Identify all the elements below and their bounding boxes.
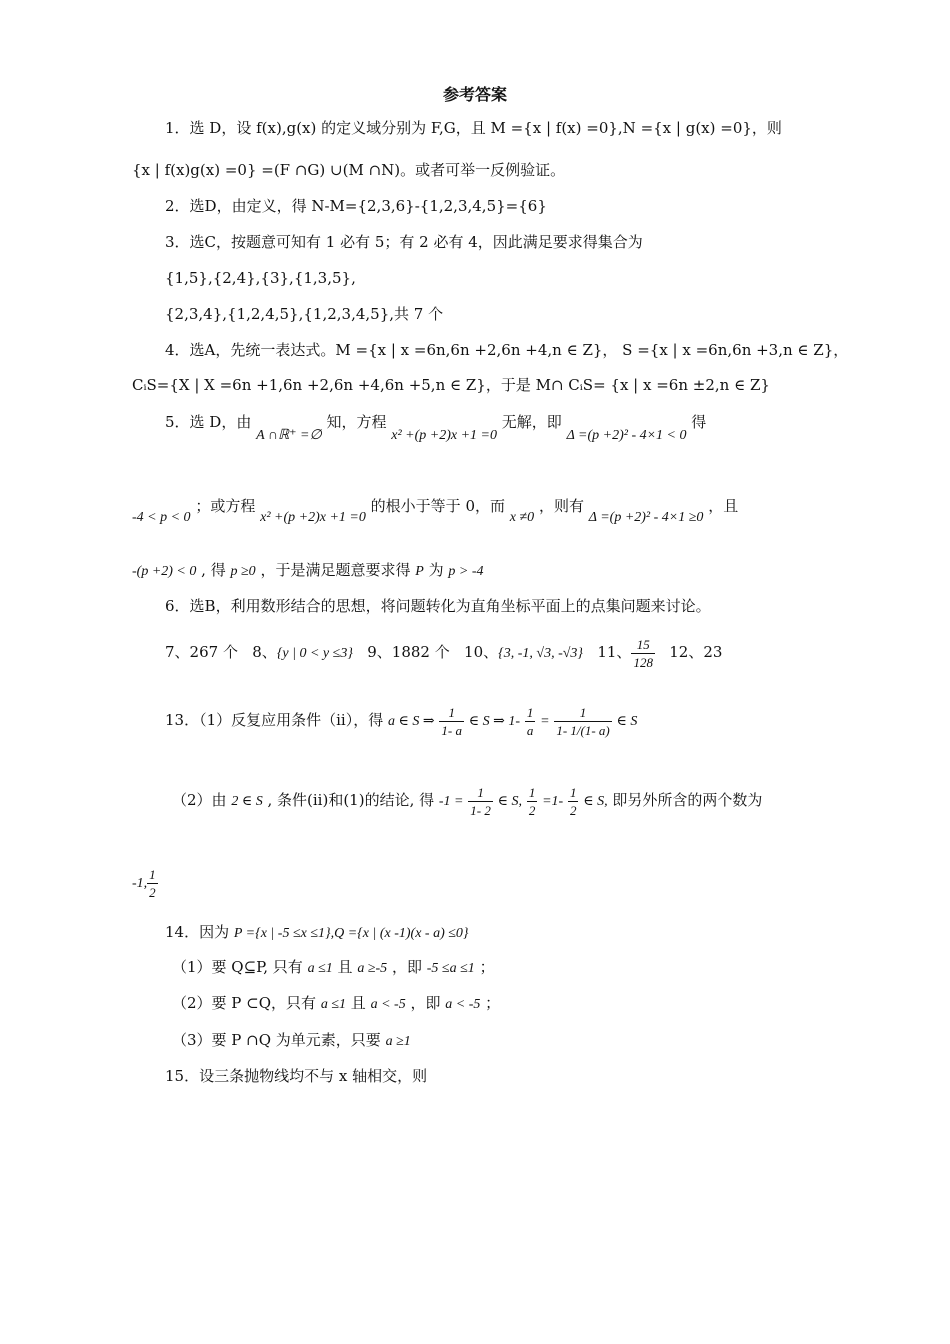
fraction-denominator: 1- 1/(1- a) — [556, 722, 610, 738]
math-expression: a ≥-5 — [357, 961, 388, 976]
text-segment: 5．选 D，由 — [165, 413, 252, 431]
answer-13-part-2-result — [132, 862, 158, 904]
math-expression: a ≤1 — [307, 961, 333, 976]
answer-11-label: 11、 — [597, 643, 632, 661]
text-segment: ，即 — [410, 994, 441, 1012]
answer-13-part-1 — [165, 700, 637, 742]
fraction-numerator: 1 — [579, 704, 587, 720]
math-expression: ∈ S — [616, 714, 638, 729]
math-expression: a ∈ S ⇒ — [388, 714, 435, 729]
fraction — [525, 704, 536, 739]
math-expression: -5 ≤a ≤1 — [426, 961, 475, 976]
answer-14-part-1 — [172, 957, 495, 979]
fraction-denominator: a — [526, 722, 534, 738]
answer-4-line-2: CᵢS={X | X =6n +1,6n +2,6n +4,6n +5,n ∈ Z}，于是 M∩ CᵢS= {x | x =6n ±2,n ∈ Z} — [132, 376, 770, 394]
fraction-numerator: 1 — [569, 784, 577, 800]
answer-14-line-1 — [165, 922, 469, 944]
math-expression: -1 = — [438, 794, 464, 809]
fraction — [468, 784, 493, 819]
text-segment: ，即 — [391, 958, 422, 976]
answer-8-label: 8、 — [252, 643, 277, 661]
math-expression: a ≤1 — [320, 997, 347, 1012]
text-segment: ，且 — [708, 497, 739, 515]
answer-7: 7、267 个 — [165, 643, 238, 661]
math-expression: = — [540, 714, 550, 729]
text-segment: （2）由 — [172, 791, 227, 809]
text-segment: 得 — [691, 413, 707, 431]
math-expression: A ∩ℝ⁺ =∅ — [256, 428, 322, 443]
math-expression: =1- — [542, 794, 564, 809]
fraction — [147, 866, 158, 901]
text-segment: （2）要 P ⊂Q，只有 — [172, 994, 317, 1012]
answer-10-label: 10、 — [464, 643, 499, 661]
fraction — [568, 784, 579, 819]
text-segment: 13．（1）反复应用条件（ii），得 — [165, 711, 384, 729]
answer-9: 9、1882 个 — [367, 643, 450, 661]
math-expression: -(p +2) < 0 — [132, 564, 197, 579]
math-expression: a < -5 — [370, 997, 406, 1012]
fraction — [439, 704, 464, 739]
fraction-numerator: 1 — [528, 784, 536, 800]
answer-1-line-2: {x | f(x)g(x) =0} =(F ∩G) ∪(M ∩N)。或者可举一反例验证。 — [132, 161, 566, 179]
math-expression: ∈ S ⇒ 1- — [468, 714, 521, 729]
text-segment: ；或方程 — [195, 497, 256, 515]
answer-14-part-3 — [172, 1030, 411, 1052]
answer-4-line-1: 4．选A，先统一表达式。M ={x | x =6n,6n +2,6n +4,n ∈ Z}， S ={x | x =6n,6n +3,n ∈ Z}， — [165, 341, 849, 359]
fraction-numerator: 1 — [149, 866, 156, 882]
text-segment: ； — [479, 958, 495, 976]
text-segment: 即另外所含的两个数为 — [612, 791, 763, 809]
math-expression: p ≥0 — [230, 564, 256, 579]
answer-3-line-3: {2,3,4},{1,2,4,5},{1,2,3,4,5},共 7 个 — [165, 305, 444, 323]
math-expression: x² +(p +2)x +1 =0 — [260, 510, 366, 525]
answer-5-line-2 — [132, 496, 739, 525]
text-segment: 的根小于等于 0，而 — [370, 497, 505, 515]
fraction-numerator: 15 — [636, 636, 650, 652]
fraction-denominator: 2 — [149, 884, 156, 900]
text-segment: （1）要 Q⊆P, 只有 — [172, 958, 303, 976]
math-expression: -1, — [132, 876, 148, 891]
answers-7-12 — [165, 634, 722, 672]
text-segment: 无解，即 — [501, 413, 562, 431]
math-expression: Δ =(p +2)² - 4×1 < 0 — [566, 428, 687, 443]
fraction-denominator: 2 — [569, 802, 577, 818]
math-expression: P — [415, 564, 424, 579]
math-expression: Δ =(p +2)² - 4×1 ≥0 — [588, 510, 704, 525]
fraction-numerator: 1 — [477, 784, 484, 800]
fraction-denominator: 128 — [633, 654, 653, 670]
math-expression: -4 < p < 0 — [132, 510, 191, 525]
fraction-numerator: 1 — [526, 704, 534, 720]
text-segment: ； — [485, 994, 501, 1012]
fraction-denominator: 1- 2 — [470, 802, 491, 818]
math-expression: P ={x | -5 ≤x ≤1},Q ={x | (x -1)(x - a) ≤0} — [233, 926, 469, 941]
fraction-numerator: 1 — [448, 704, 455, 720]
math-expression: a ≥1 — [385, 1034, 411, 1049]
math-expression: a < -5 — [445, 997, 481, 1012]
answer-10-math: {3, -1, √3, -√3} — [498, 646, 584, 661]
math-expression: x² +(p +2)x +1 =0 — [391, 428, 497, 443]
answer-3-line-1: 3．选C，按题意可知有 1 必有 5；有 2 必有 4，因此满足要求得集合为 — [165, 233, 643, 251]
text-segment: , 条件(ii)和(1)的结论, 得 — [267, 791, 435, 809]
answer-11-fraction — [631, 636, 655, 671]
math-expression: p > -4 — [448, 564, 484, 579]
page-title: 参考答案 — [442, 85, 507, 104]
answer-5-line-1 — [165, 412, 707, 443]
text-segment: 为 — [428, 561, 444, 579]
text-segment: ，则有 — [538, 497, 584, 515]
text-segment: 14．因为 — [165, 923, 230, 941]
answer-2: 2．选D，由定义，得 N-M={2,3,6}-{1,2,3,4,5}={6} — [165, 197, 547, 215]
fraction-denominator: 1- a — [441, 722, 462, 738]
fraction — [527, 784, 538, 819]
text-segment: 且 — [350, 994, 366, 1012]
answer-5-line-3 — [132, 560, 484, 582]
answer-14-part-2 — [172, 993, 500, 1015]
answer-13-part-2 — [172, 780, 762, 822]
answer-15: 15．设三条抛物线均不与 x 轴相交，则 — [165, 1067, 428, 1085]
math-expression: ∈ S, — [583, 794, 608, 809]
math-expression: ∈ S, — [497, 794, 523, 809]
math-expression: x ≠0 — [509, 510, 535, 525]
answer-3-line-2: {1,5},{2,4},{3},{1,3,5}, — [165, 269, 356, 287]
text-segment: ，于是满足题意要求得 — [260, 561, 411, 579]
answer-6: 6．选B，利用数形结合的思想，将问题转化为直角坐标平面上的点集问题来讨论。 — [165, 597, 711, 615]
answer-8-math: {y | 0 < y ≤3} — [276, 646, 353, 661]
math-expression: 2 ∈ S — [231, 794, 263, 809]
text-segment: （3）要 P ∩Q 为单元素，只要 — [172, 1031, 381, 1049]
answer-12: 12、23 — [669, 643, 723, 661]
text-segment: 知，方程 — [326, 413, 387, 431]
answer-1-line-1: 1．选 D，设 f(x),g(x) 的定义域分别为 F,G，且 M ={x | f(x) =0},N ={x | g(x) =0}，则 — [165, 119, 782, 137]
text-segment: 且 — [337, 958, 353, 976]
fraction — [554, 704, 611, 739]
fraction-denominator: 2 — [528, 802, 536, 818]
text-segment: , 得 — [201, 561, 226, 579]
